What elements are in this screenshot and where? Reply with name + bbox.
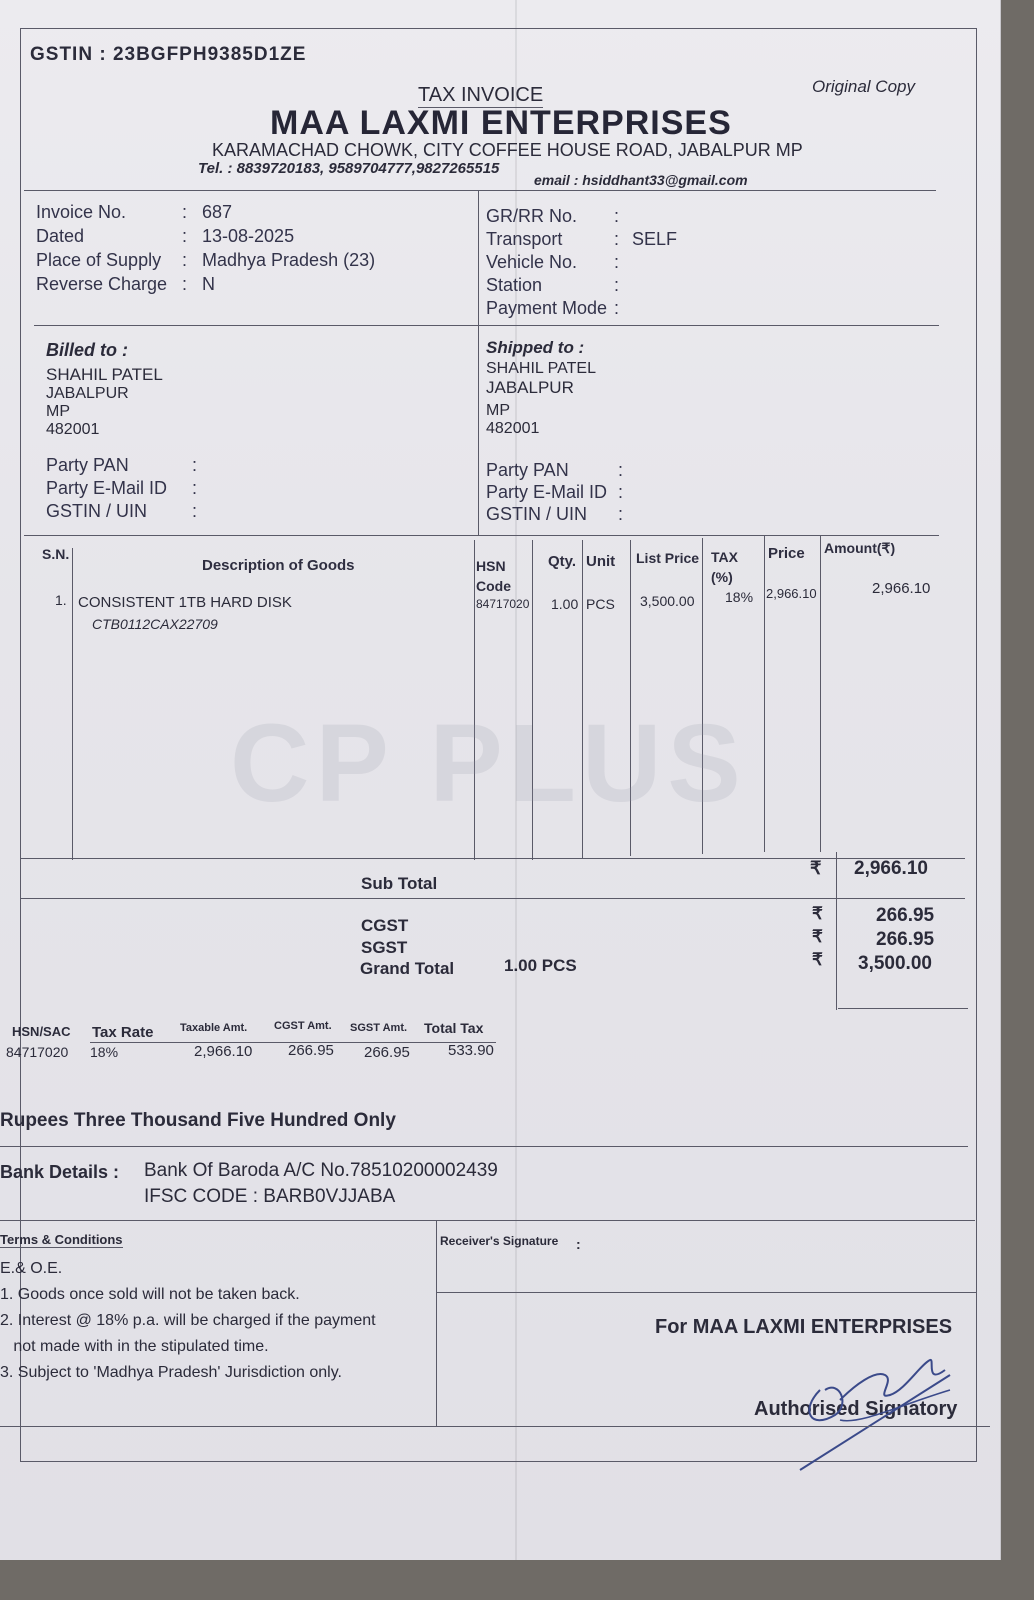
terms-line: not made with in the stipulated time. <box>0 1338 269 1355</box>
billed-to: Billed to : SHAHIL PATEL JABALPUR MP 482001 Party PAN : Party E-Mail ID : GSTIN / UIN : <box>46 340 197 524</box>
invoice-info <box>36 202 375 298</box>
item-serial: CTB0112CAX22709 <box>92 616 218 632</box>
invoice-paper: GSTIN : 23BGFPH9385D1ZE Original Copy TAX INVOICE MAA LAXMI ENTERPRISES KARAMACHAD CHOWK, CITY COFFEE HOUSE ROAD, JABALPUR MP Tel. : 8839720183, 9589704777,9827265515 email : hsiddhant33@gmail.com Invoice No. : 687 Dated : 13-08-2025 Place of Supply : Madhya Pradesh (23) Reverse Charge : N GR/RR No. : Transport : SELF Vehicle No. : Station : Payment Mode : Billed to : SHAHIL PATEL JABALPUR MP 482001 Party PAN : Party E-Mail ID : GSTIN / UIN : Shipped to : SHAHIL PATEL JABALPUR MP 482001 Party PAN : Party E-Mail ID : GSTIN / UIN : S.N. Description of Goods HSN Code Qty. Unit List Price TAX (%) Price Amount(₹) 1. CONSISTENT 1TB HARD DISK CTB0112CAX22709 84717020 1.00 PCS 3,500.00 18% 2,966.10 2,966.10 CP PLUS Sub Total ₹ 2,966.10 CGST SGST Grand Total 1.00 PCS ₹ ₹ ₹ 266.95 266.95 3,500.00 HSN/SAC Tax Rate Taxable Amt. CGST Amt. SGST Amt. Total Tax 84717020 18% 2,966.10 266.95 266.95 533.90 Rupees Three Thousand Five Hundred Only Bank Details : Bank Of Baroda A/C No.78510200002439 IFSC CODE : BARB0VJJABA Terms & Conditions E.& O.E. 1. Goods once sold will not be taken back. 2. Interest @ 18% p.a. will be charged if the payment not made with in the stipulated time. 3. Subject to 'Madhya Pradesh' Jurisdiction only. Receiver's Signature : For MAA LAXMI ENTERPRISES Authorised Signatory <box>0 0 1001 1560</box>
tax-taxable-value: 2,966.10 <box>194 1043 253 1060</box>
tax-total-header: Total Tax <box>424 1020 484 1036</box>
item-desc: CONSISTENT 1TB HARD DISK <box>78 594 292 611</box>
item-amount: 2,966.10 <box>872 580 931 597</box>
transport-info: GR/RR No. : Transport : SELF Vehicle No. : Station : Payment Mode : <box>486 206 677 321</box>
receiver-signature-label: Receiver's Signature <box>440 1234 559 1248</box>
dated-value: 13-08-2025 <box>202 226 295 246</box>
tax-cgst-header: CGST Amt. <box>274 1020 332 1032</box>
col-amount-header: Amount(₹) <box>824 540 896 556</box>
vehicle-label: Vehicle No. <box>486 252 578 272</box>
grand-total-label: Grand Total <box>360 959 455 978</box>
terms-line: E.& O.E. <box>0 1260 63 1277</box>
item-hsn: 84717020 <box>476 597 530 611</box>
col-list-price-header: List Price <box>636 550 700 566</box>
item-unit: PCS <box>586 596 615 612</box>
receiver-bottom-line <box>436 1292 976 1293</box>
company-address: KARAMACHAD CHOWK, CITY COFFEE HOUSE ROAD, JABALPUR MP <box>212 140 803 160</box>
words-bottom-line <box>0 1146 968 1147</box>
invoice-info-row: Place of Supply : Madhya Pradesh (23) <box>36 250 375 274</box>
shipped-pan-label: Party PAN <box>486 460 569 480</box>
item-list-price: 3,500.00 <box>640 593 695 609</box>
totals-bottom-line <box>838 1008 968 1009</box>
transport-label: Transport <box>486 229 563 249</box>
col-line <box>820 536 821 852</box>
item-price: 2,966.10 <box>766 586 817 601</box>
billed-city: JABALPUR <box>46 385 129 402</box>
col-qty-header: Qty. <box>548 553 577 570</box>
col-desc-header: Description of Goods <box>202 557 355 574</box>
place-of-supply-value: Madhya Pradesh (23) <box>202 250 376 270</box>
terms-split-line <box>436 1220 437 1426</box>
currency-symbol: ₹ <box>810 858 822 878</box>
billed-to-heading: Billed to : <box>46 340 128 360</box>
tax-taxable-header: Taxable Amt. <box>180 1022 248 1034</box>
grrr-label: GR/RR No. <box>486 206 578 226</box>
terms-line: 1. Goods once sold will not be taken back. <box>0 1286 300 1303</box>
shipped-gstin-label: GSTIN / UIN <box>486 504 588 524</box>
col-line <box>764 536 765 852</box>
col-line <box>72 548 73 860</box>
tax-rate-value: 18% <box>90 1044 119 1060</box>
tax-hsn-header: HSN/SAC <box>12 1024 71 1039</box>
tax-sgst-value: 266.95 <box>364 1044 410 1061</box>
terms-line: 2. Interest @ 18% p.a. will be charged if the payment <box>0 1312 376 1329</box>
authorised-signatory: Authorised Signatory <box>754 1398 958 1420</box>
info-split-line <box>478 190 479 535</box>
currency-symbol: ₹ <box>812 950 823 969</box>
reverse-charge-label: Reverse Charge <box>36 274 168 294</box>
currency-symbol: ₹ <box>812 904 823 923</box>
tax-total-value: 533.90 <box>448 1042 494 1059</box>
invoice-info-row: Reverse Charge : N <box>36 274 375 298</box>
transport-value: SELF <box>632 229 678 249</box>
shipped-to: Shipped to : SHAHIL PATEL JABALPUR MP 482001 Party PAN : Party E-Mail ID : GSTIN / UIN : <box>486 338 624 524</box>
billed-pan-label: Party PAN <box>46 455 129 475</box>
billed-email-label: Party E-Mail ID <box>46 478 168 498</box>
terms-list <box>0 1256 376 1386</box>
tax-hsn-value: 84717020 <box>6 1044 69 1060</box>
bank-bottom-line <box>0 1220 975 1221</box>
station-label: Station <box>486 275 543 295</box>
col-sn-header: S.N. <box>42 546 70 562</box>
header-divider <box>24 190 936 191</box>
sgst-label: SGST <box>361 938 408 957</box>
col-hsn-header: HSN Code <box>476 558 511 594</box>
subtotal-value: 2,966.10 <box>854 858 928 879</box>
reverse-charge-value: N <box>202 274 215 294</box>
cgst-label: CGST <box>361 916 409 935</box>
shipped-name: SHAHIL PATEL <box>486 360 596 377</box>
dated-label: Dated <box>36 226 85 246</box>
subtotal-top-line <box>20 858 965 859</box>
shipped-state: MP <box>486 402 510 419</box>
tax-cgst-value: 266.95 <box>288 1042 334 1059</box>
grand-total-value: 3,500.00 <box>858 953 932 974</box>
cp-plus-watermark: CP PLUS <box>230 702 747 825</box>
copy-label: Original Copy <box>812 77 915 96</box>
amount-in-words: Rupees Three Thousand Five Hundred Only <box>0 1110 396 1131</box>
grand-total-qty: 1.00 PCS <box>504 956 577 975</box>
billed-name: SHAHIL PATEL <box>46 365 163 384</box>
signature-icon <box>780 1330 970 1485</box>
invoice-info-row: Dated : 13-08-2025 <box>36 226 375 250</box>
sgst-value: 266.95 <box>876 929 935 950</box>
bank-account: Bank Of Baroda A/C No.78510200002439 <box>144 1160 498 1181</box>
subtotal-bottom-line <box>20 898 965 899</box>
company-tel: Tel. : 8839720183, 9589704777,9827265515 <box>198 160 500 177</box>
place-of-supply-label: Place of Supply <box>36 250 162 270</box>
company-email: email : hsiddhant33@gmail.com <box>534 172 748 188</box>
shipped-email-label: Party E-Mail ID <box>486 482 608 502</box>
invoice-no-label: Invoice No. <box>36 202 127 222</box>
item-qty: 1.00 <box>551 596 579 612</box>
for-company: For MAA LAXMI ENTERPRISES <box>655 1316 953 1338</box>
gstin: GSTIN : 23BGFPH9385D1ZE <box>30 44 307 65</box>
payment-mode-label: Payment Mode <box>486 298 608 318</box>
item-sn: 1. <box>55 592 67 608</box>
invoice-info-row: Invoice No. : 687 <box>36 202 375 226</box>
item-tax: 18% <box>725 589 754 605</box>
totals-split-line <box>836 852 837 1010</box>
subtotal-label: Sub Total <box>361 874 438 893</box>
company-name: MAA LAXMI ENTERPRISES <box>270 104 732 142</box>
items-top-line <box>24 535 939 536</box>
shipped-city: JABALPUR <box>486 378 574 397</box>
footer-line <box>0 1426 990 1427</box>
shipped-pin: 482001 <box>486 420 540 437</box>
tax-rate-header: Tax Rate <box>92 1024 154 1041</box>
terms-heading: Terms & Conditions <box>0 1232 123 1247</box>
bank-label: Bank Details : <box>0 1162 120 1182</box>
shipped-to-heading: Shipped to : <box>486 338 585 357</box>
billed-state: MP <box>46 403 70 420</box>
billed-pin: 482001 <box>46 421 100 438</box>
col-price-header: Price <box>768 545 805 562</box>
col-unit-header: Unit <box>586 553 616 570</box>
terms-line: 3. Subject to 'Madhya Pradesh' Jurisdiction only. <box>0 1364 342 1381</box>
bank-ifsc: IFSC CODE : BARB0VJJABA <box>144 1186 396 1207</box>
currency-symbol: ₹ <box>812 927 823 946</box>
doc-type: TAX INVOICE <box>418 84 544 106</box>
col-tax-header: TAX (%) <box>711 549 738 585</box>
invoice-no-value: 687 <box>202 202 233 222</box>
cgst-value: 266.95 <box>876 905 935 926</box>
tax-sgst-header: SGST Amt. <box>350 1022 408 1034</box>
billed-gstin-label: GSTIN / UIN <box>46 501 148 521</box>
info-divider <box>34 325 939 326</box>
